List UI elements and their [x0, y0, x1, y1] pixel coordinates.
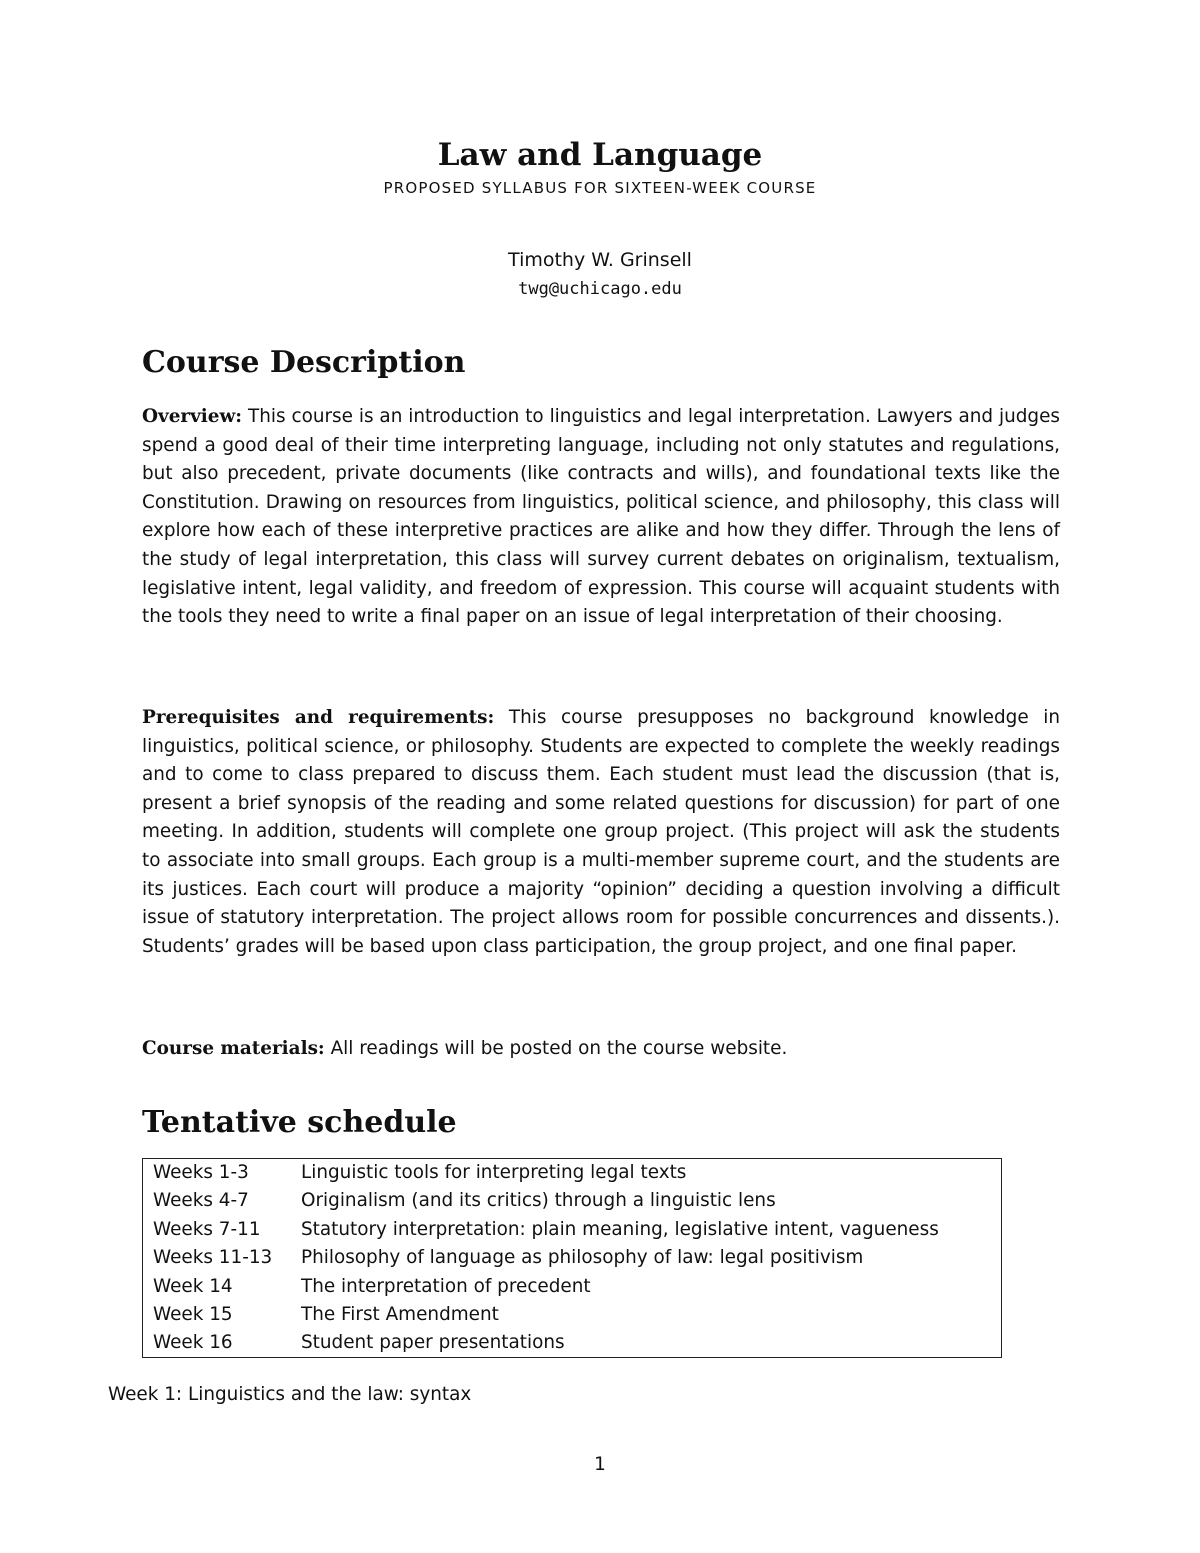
document-subtitle: PROPOSED SYLLABUS FOR SIXTEEN-WEEK COURSE: [383, 179, 817, 197]
schedule-weeks: Week 15: [153, 1303, 233, 1325]
schedule-weeks: Weeks 11-13: [153, 1247, 273, 1269]
author-name: Timothy W. Grinsell: [508, 249, 692, 271]
schedule-topic: Student paper presentations: [301, 1332, 565, 1354]
table-row: [143, 1159, 1001, 1187]
course-description-heading: Course Description: [142, 345, 466, 380]
prerequisites-paragraph: [142, 704, 1060, 961]
schedule-weeks: Week 16: [153, 1332, 233, 1354]
table-row: [143, 1187, 1001, 1215]
schedule-table: [142, 1158, 1002, 1358]
schedule-weeks: Week 14: [153, 1275, 233, 1297]
overview-paragraph: [142, 403, 1060, 632]
schedule-topic: The interpretation of precedent: [301, 1275, 591, 1297]
table-row: [143, 1301, 1001, 1329]
prerequisites-label: Prerequisites and requirements:: [142, 707, 495, 728]
table-row: [143, 1273, 1001, 1301]
author-email: twg@uchicago.edu: [518, 279, 682, 299]
schedule-topic: Statutory interpretation: plain meaning, legislative intent, vagueness: [301, 1218, 939, 1240]
schedule-weeks: Weeks 1-3: [153, 1162, 249, 1183]
materials-text: All readings will be posted on the course website.: [330, 1038, 788, 1059]
page-number: 1: [594, 1454, 606, 1475]
schedule-weeks: Weeks 4-7: [153, 1190, 249, 1212]
overview-label: Overview:: [142, 406, 243, 427]
table-row: [143, 1244, 1001, 1272]
schedule-topic: The First Amendment: [301, 1303, 499, 1325]
schedule-heading: Tentative schedule: [142, 1105, 457, 1140]
schedule-topic: Philosophy of language as philosophy of law: legal positivism: [301, 1247, 864, 1269]
table-row: [143, 1329, 1001, 1357]
schedule-topic: Originalism (and its critics) through a linguistic lens: [301, 1190, 776, 1212]
materials-label: Course materials:: [142, 1038, 325, 1059]
schedule-weeks: Weeks 7-11: [153, 1218, 261, 1240]
materials-paragraph: [142, 1035, 1060, 1064]
prerequisites-text: This course presupposes no background knowledge in linguistics, political science, or philosophy. Students are expected to complete the weekly readings and to come to class prepared to discuss them. Each student must lead the discussion (that is, present a brief synopsis of the reading and some related questions for discussion) for part of one meeting. In addition, students will complete one group project. (This project will ask the students to associate into small groups. Each group is a multi-member supreme court, and the students are its justices. Each court will produce a majority “opinion” deciding a question involving a difficult issue of statutory interpretation. The project allows room for possible concurrences and dissents.). Students’ grades will be based upon class participation, the group project, and one final paper.: [142, 707, 1060, 957]
schedule-topic: Linguistic tools for interpreting legal texts: [301, 1162, 687, 1183]
table-row: [143, 1216, 1001, 1244]
document-title: Law and Language: [437, 137, 763, 173]
overview-text: This course is an introduction to linguistics and legal interpretation. Lawyers and judges spend a good deal of their time interpreting language, including not only statutes and regulations, but also precedent, private documents (like contracts and wills), and foundational texts like the Constitution. Drawing on resources from linguistics, political science, and philosophy, this class will explore how each of these interpretive practices are alike and how they differ. Through the lens of the study of legal interpretation, this class will survey current debates on originalism, textualism, legislative intent, legal validity, and freedom of expression. This course will acquaint students with the tools they need to write a final paper on an issue of legal interpretation of their choosing.: [142, 406, 1060, 628]
week-1-heading: Week 1: Linguistics and the law: syntax: [108, 1384, 472, 1405]
